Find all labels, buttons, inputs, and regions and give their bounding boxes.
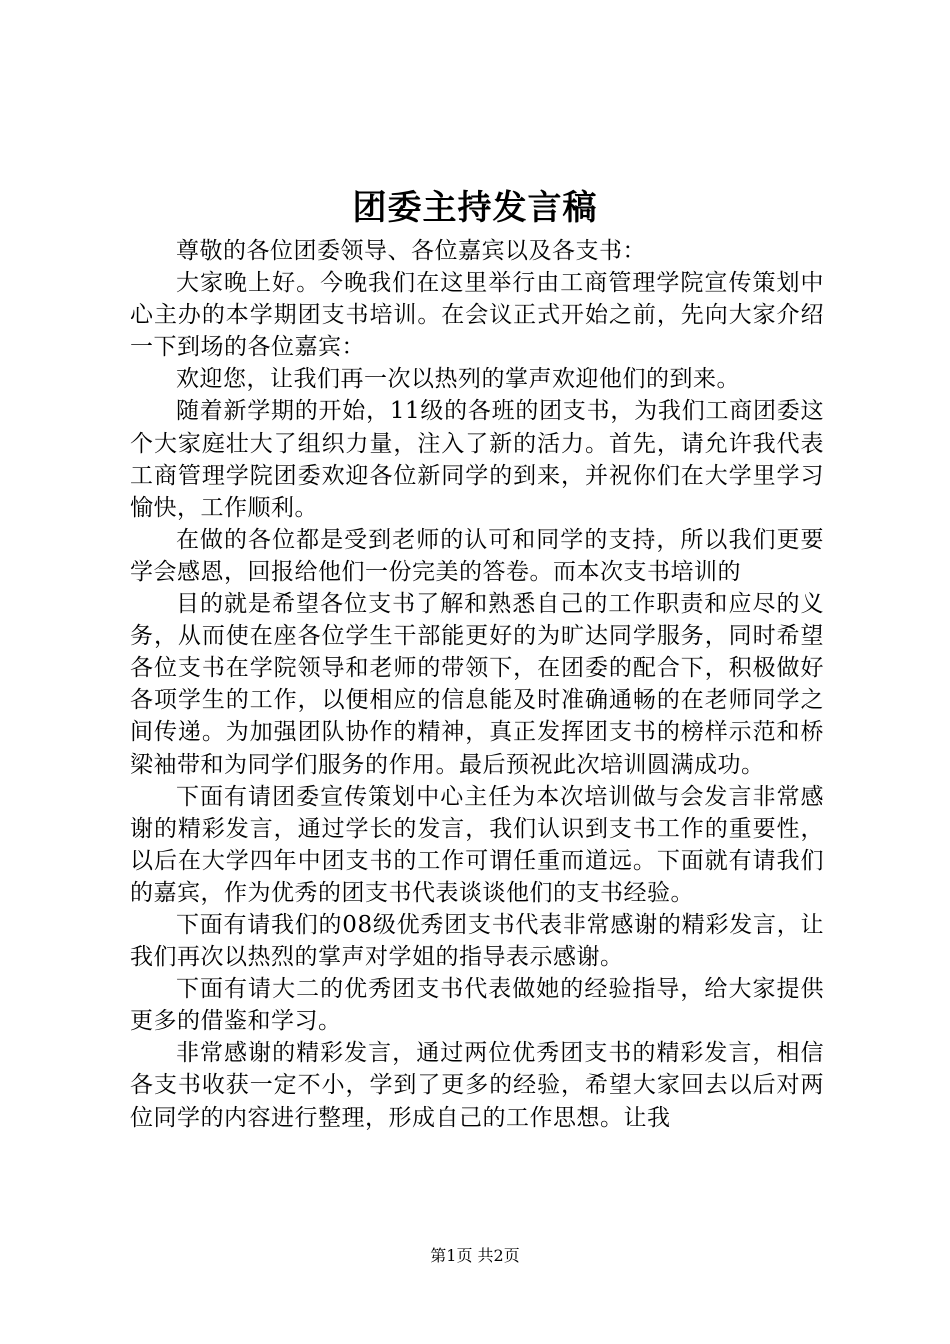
paragraph: 目的就是希望各位支书了解和熟悉自己的工作职责和应尽的义务，从而使在座各位学生干部能更好的为旷达同学服务，同时希望各位支书在学院领导和老师的带领下，在团委的配合下，积极做好各项学生的工作，以便相应的信息能及时准确通畅的在老师同学之间传递。为加强团队协作的精神，真正发挥团支书的榜样示范和桥梁袖带和为同学们服务的作用。最后预祝此次培训圆满成功。 bbox=[130, 591, 824, 778]
paragraph: 下面有请团委宣传策划中心主任为本次培训做与会发言非常感谢的精彩发言，通过学长的发言，我们认识到支书工作的重要性，以后在大学四年中团支书的工作可谓任重而道远。下面就有请我们的嘉宾，作为优秀的团支书代表谈谈他们的支书经验。 bbox=[130, 783, 824, 906]
paragraph: 下面有请大二的优秀团支书代表做她的经验指导，给大家提供更多的借鉴和学习。 bbox=[130, 976, 824, 1035]
page-number-footer: 第1页 共2页 bbox=[430, 1246, 520, 1265]
paragraph: 非常感谢的精彩发言，通过两位优秀团支书的精彩发言，相信各支书收获一定不小，学到了更多的经验，希望大家回去以后对两位同学的内容进行整理，形成自己的工作思想。让我 bbox=[130, 1040, 824, 1131]
paragraph-salutation: 尊敬的各位团委领导、各位嘉宾以及各支书： bbox=[176, 238, 646, 264]
paragraph: 欢迎您，让我们再一次以热列的掌声欢迎他们的到来。 bbox=[176, 366, 740, 393]
paragraph: 下面有请我们的08级优秀团支书代表非常感谢的精彩发言，让我们再次以热烈的掌声对学姐的指导表示感谢。 bbox=[130, 911, 824, 971]
paragraph: 大家晚上好。今晚我们在这里举行由工商管理学院宣传策划中心主办的本学期团支书培训。在会议正式开始之前，先向大家介绍一下到场的各位嘉宾： bbox=[130, 270, 824, 361]
paragraph: 随着新学期的开始，11级的各班的团支书，为我们工商团委这个大家庭壮大了组织力量，注入了新的活力。首先，请允许我代表工商管理学院团委欢迎各位新同学的到来，并祝你们在大学里学习愉快，工作顺利。 bbox=[130, 398, 824, 521]
document-title: 团委主持发言稿 bbox=[352, 188, 598, 228]
document-body bbox=[130, 235, 824, 1134]
paragraph: 在做的各位都是受到老师的认可和同学的支持，所以我们更要学会感恩，回报给他们一份完美的答卷。而本次支书培训的 bbox=[130, 526, 824, 585]
